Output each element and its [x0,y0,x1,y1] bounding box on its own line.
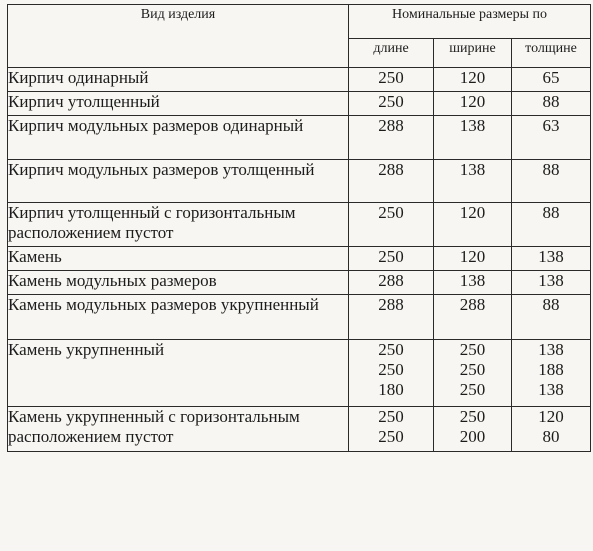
length-value: 288 [378,295,404,314]
table-row [8,271,591,295]
table-row [8,203,591,247]
table-row [8,247,591,271]
length-value: 250 [378,92,404,111]
length-value: 250 [378,427,404,446]
width-cell [434,340,512,407]
width-value: 250 [459,360,486,379]
thickness-cell [512,340,591,407]
table-row [8,92,591,116]
thickness-cell [512,160,591,203]
header-thickness: толщине [512,39,591,68]
table-row [8,407,591,452]
width-cell [434,247,512,271]
thickness-value: 138 [538,247,564,266]
length-value: 288 [378,271,404,290]
width-cell [434,160,512,203]
product-name: Камень укрупненный с горизонтальным расположением пустот [8,407,349,452]
length-cell [349,340,434,407]
width-value: 120 [459,203,486,222]
length-cell [349,160,434,203]
width-cell [434,116,512,160]
length-cell [349,295,434,340]
dimensions-table [7,4,591,452]
length-value: 288 [378,160,404,179]
thickness-value: 88 [542,92,560,111]
width-value: 250 [459,407,486,426]
product-name: Кирпич модульных размеров одинарный [8,116,349,160]
width-cell [434,68,512,92]
table-row [8,116,591,160]
thickness-cell [512,247,591,271]
thickness-cell [512,116,591,160]
length-value: 250 [378,68,404,87]
thickness-value: 138 [538,380,564,399]
length-cell [349,271,434,295]
thickness-value: 138 [538,340,564,359]
width-cell [434,407,512,452]
thickness-cell [512,203,591,247]
width-value: 250 [459,380,486,399]
product-name: Кирпич одинарный [8,68,349,92]
width-cell [434,295,512,340]
table-row [8,295,591,340]
thickness-cell [512,68,591,92]
length-value: 250 [378,203,404,222]
thickness-cell [512,92,591,116]
product-name: Кирпич утолщенный [8,92,349,116]
table-row [8,68,591,92]
width-value: 120 [459,92,486,111]
width-value: 250 [459,340,486,359]
width-value: 200 [459,427,486,446]
length-value: 288 [378,116,404,135]
length-value: 250 [378,340,404,359]
width-value: 138 [459,116,486,135]
length-cell [349,407,434,452]
length-value: 180 [378,380,404,399]
product-name: Камень [8,247,349,271]
header-product-type: Вид изделия [8,5,349,68]
width-value: 138 [459,160,486,179]
product-name: Камень укрупненный [8,340,349,407]
length-value: 250 [378,360,404,379]
thickness-value: 188 [538,360,564,379]
table-row [8,340,591,407]
thickness-value: 65 [542,68,560,87]
product-name: Кирпич утолщенный с горизонтальным расположением пустот [8,203,349,247]
width-value: 120 [459,247,486,266]
width-cell [434,271,512,295]
width-value: 120 [459,68,486,87]
length-cell [349,247,434,271]
length-cell [349,68,434,92]
thickness-cell [512,271,591,295]
table-row [8,160,591,203]
width-cell [434,92,512,116]
thickness-value: 88 [542,203,560,222]
length-cell [349,203,434,247]
thickness-value: 120 [538,407,564,426]
thickness-value: 138 [538,271,564,290]
thickness-value: 63 [542,116,560,135]
header-width: ширине [434,39,512,68]
thickness-value: 88 [542,295,560,314]
width-cell [434,203,512,247]
product-name: Камень модульных размеров укрупненный [8,295,349,340]
length-cell [349,116,434,160]
length-cell [349,92,434,116]
product-name: Камень модульных размеров [8,271,349,295]
length-value: 250 [378,247,404,266]
thickness-value: 80 [542,427,560,446]
thickness-value: 88 [542,160,560,179]
header-nominal-sizes: Номинальные размеры по [349,5,591,39]
length-value: 250 [378,407,404,426]
thickness-cell [512,295,591,340]
header-length: длине [349,39,434,68]
width-value: 138 [459,271,486,290]
thickness-cell [512,407,591,452]
product-name: Кирпич модульных размеров утолщенный [8,160,349,203]
width-value: 288 [459,295,486,314]
